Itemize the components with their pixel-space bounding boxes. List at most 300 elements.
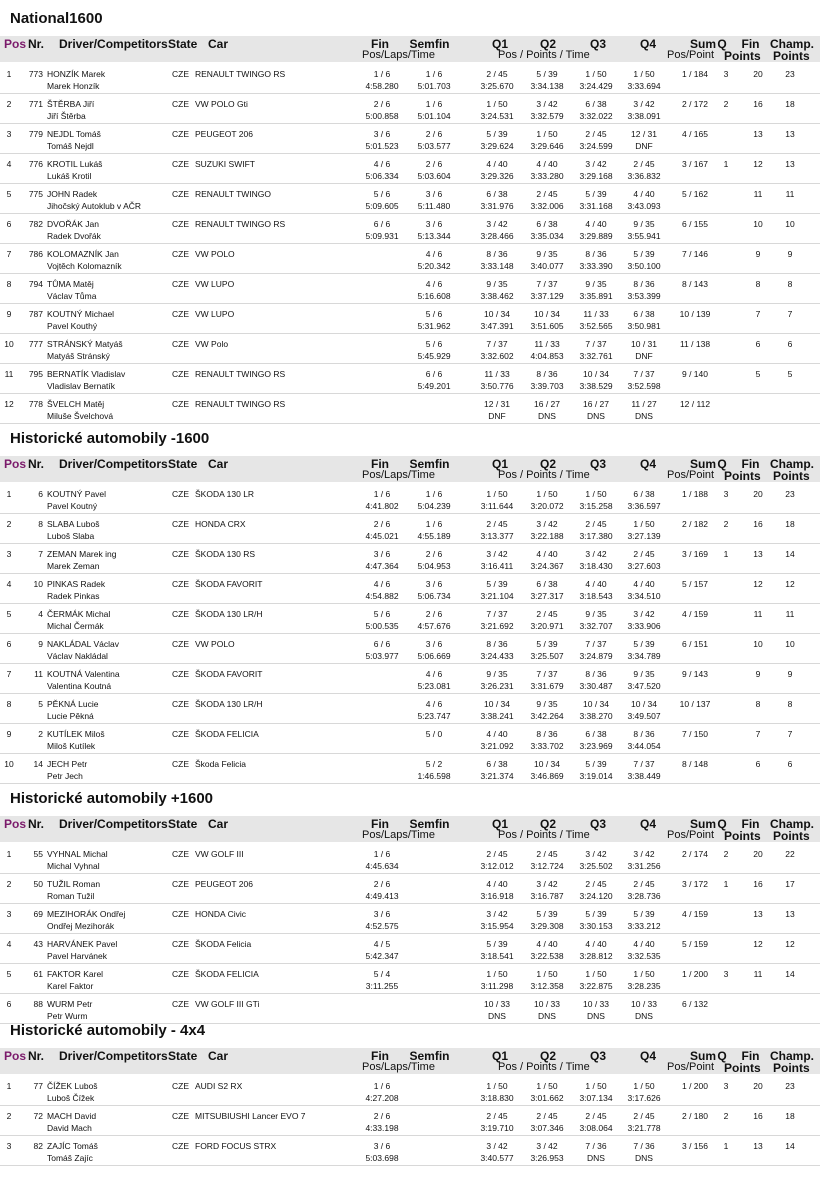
cell-fin-pts: 9: [755, 249, 761, 259]
header-pos-laps-time: Pos/Laps/Time: [362, 1061, 435, 1073]
cell-fin-pts: 20: [753, 849, 763, 859]
cell-q1-time: 3:19.710: [480, 1123, 514, 1133]
cell-q1-time: DNS: [488, 1011, 506, 1021]
table-row: [0, 994, 820, 1024]
cell-semfin-time: 5:49.201: [417, 381, 451, 391]
cell-fin-pts: 10: [753, 219, 763, 229]
cell-champ: 12: [785, 939, 795, 949]
header-car: Car: [208, 1049, 229, 1063]
header-nr: Nr.: [28, 457, 45, 471]
cell-q: 3: [723, 1081, 729, 1091]
cell-state: CZE: [172, 849, 189, 859]
cell-q3: 5 / 39: [585, 189, 607, 199]
cell-fin: 5 / 4: [373, 969, 391, 979]
cell-nr: 61: [33, 969, 43, 979]
header-q: Q: [717, 37, 727, 51]
cell-champ: 9: [787, 669, 793, 679]
cell-q1: 11 / 33: [484, 369, 510, 379]
cell-semfin: 1 / 6: [425, 489, 443, 499]
cell-q1: 1 / 50: [486, 99, 508, 109]
header-car: Car: [208, 457, 229, 471]
cell-q: 1: [723, 879, 729, 889]
cell-fin-time: 4:27.208: [365, 1093, 399, 1103]
cell-car: VW LUPO: [195, 309, 235, 319]
results-section: [0, 10, 820, 421]
table-header: [0, 1048, 820, 1074]
cell-q1: 8 / 36: [486, 639, 508, 649]
cell-q3-time: 3:24.599: [579, 141, 613, 151]
cell-q3-time: 3:07.134: [579, 1093, 613, 1103]
header-q1: Q1: [491, 457, 508, 471]
cell-q2-time: 4:04.853: [530, 351, 564, 361]
cell-q1-time: 3:33.148: [480, 261, 514, 271]
cell-q4: 5 / 39: [633, 249, 655, 259]
cell-champ: 23: [785, 1081, 795, 1091]
cell-co: Petr Jech: [47, 771, 83, 781]
cell-q2-time: 3:26.953: [530, 1153, 564, 1163]
cell-fin: 4 / 5: [373, 939, 391, 949]
cell-car: ŠKODA 130 LR: [195, 489, 255, 499]
cell-fin: 5 / 6: [373, 189, 391, 199]
header-state: State: [168, 37, 198, 51]
cell-fin: 5 / 6: [373, 609, 391, 619]
table-row: [0, 1136, 820, 1166]
cell-state: CZE: [172, 189, 189, 199]
cell-car: RENAULT TWINGO RS: [195, 69, 286, 79]
cell-q1: 10 / 34: [484, 309, 510, 319]
header-pos-points-time: Pos / Points / Time: [498, 49, 590, 61]
cell-state: CZE: [172, 129, 189, 139]
header-q: Q: [717, 817, 727, 831]
cell-q4: 2 / 45: [633, 879, 655, 889]
cell-q3: 16 / 27: [583, 399, 609, 409]
cell-q2-time: 3:35.034: [530, 231, 564, 241]
cell-q3-time: 3:24.429: [579, 81, 613, 91]
cell-champ: 5: [787, 369, 793, 379]
cell-q2-time: 3:20.971: [530, 621, 564, 631]
cell-q4: 4 / 40: [633, 579, 655, 589]
cell-q3-time: 3:35.891: [579, 291, 613, 301]
cell-q3: 3 / 42: [585, 549, 607, 559]
cell-nr: 69: [33, 909, 43, 919]
cell-q1-time: 3:15.954: [480, 921, 514, 931]
cell-car: FORD FOCUS STRX: [195, 1141, 277, 1151]
cell-driver: SLABA Luboš: [47, 519, 100, 529]
cell-q1-time: 3:11.644: [480, 501, 514, 511]
cell-q4-time: DNF: [635, 141, 653, 151]
header-q: Q: [717, 1049, 727, 1063]
cell-q2: 4 / 40: [536, 549, 558, 559]
cell-q2-time: 3:37.129: [530, 291, 564, 301]
cell-driver: PINKAS Radek: [47, 579, 106, 589]
cell-q3: 5 / 39: [585, 759, 607, 769]
results-section: [0, 430, 820, 781]
cell-q2-time: 3:12.358: [530, 981, 564, 991]
header-champ-points: Points: [773, 469, 810, 483]
cell-q2: 7 / 37: [536, 669, 558, 679]
cell-car: ŠKODA FELICIA: [195, 729, 259, 739]
cell-semfin: 4 / 6: [425, 249, 443, 259]
cell-pos: 12: [4, 399, 14, 409]
table-body: [0, 484, 820, 784]
cell-q1-time: 3:38.241: [480, 711, 514, 721]
cell-q1: 4 / 40: [486, 159, 508, 169]
cell-q: 3: [723, 969, 729, 979]
cell-nr: 7: [38, 549, 43, 559]
header-q1: Q1: [491, 1049, 508, 1063]
cell-co: Pavel Kouthý: [47, 321, 98, 331]
table-row: [0, 574, 820, 604]
cell-semfin-time: 5:31.962: [417, 321, 451, 331]
cell-sum: 1 / 200: [682, 1081, 708, 1091]
cell-champ: 9: [787, 249, 793, 259]
section-title: Historické automobily +1600: [10, 790, 213, 807]
cell-q2: 7 / 37: [536, 279, 558, 289]
cell-q1: 9 / 35: [486, 669, 508, 679]
cell-q4-time: 3:55.941: [627, 231, 661, 241]
cell-q3-time: 3:08.064: [579, 1123, 613, 1133]
header-q2: Q2: [539, 457, 556, 471]
cell-q2-time: 3:33.702: [530, 741, 564, 751]
cell-q4-time: 3:38.449: [627, 771, 661, 781]
header-sum: Sum: [689, 1049, 716, 1063]
cell-co: Radek Pinkas: [47, 591, 100, 601]
cell-q2: 3 / 42: [536, 519, 558, 529]
cell-nr: 773: [28, 69, 43, 79]
cell-q4: 4 / 40: [633, 189, 655, 199]
cell-semfin: 1 / 6: [425, 99, 443, 109]
cell-driver: KROTIL Lukáš: [47, 159, 103, 169]
cell-q3: 4 / 40: [585, 939, 607, 949]
header-nr: Nr.: [28, 37, 45, 51]
cell-sum: 6 / 132: [682, 999, 708, 1009]
header-pos: Pos: [4, 817, 27, 831]
header-pos: Pos: [4, 37, 27, 51]
cell-q3: 6 / 38: [585, 729, 607, 739]
cell-q2: 5 / 39: [536, 639, 558, 649]
cell-driver: MEZIHORÁK Ondřej: [47, 909, 126, 919]
cell-q3: 10 / 33: [583, 999, 609, 1009]
cell-q2: 4 / 40: [536, 939, 558, 949]
cell-fin: 2 / 6: [373, 879, 391, 889]
cell-fin-pts: 13: [753, 1141, 763, 1151]
cell-fin-pts: 13: [753, 129, 763, 139]
cell-nr: 50: [33, 879, 43, 889]
cell-state: CZE: [172, 309, 189, 319]
cell-nr: 8: [38, 519, 43, 529]
cell-nr: 11: [34, 669, 43, 679]
cell-state: CZE: [172, 219, 189, 229]
header-points: Points: [724, 1061, 761, 1075]
cell-q: 2: [723, 1111, 729, 1121]
cell-pos: 9: [6, 729, 12, 739]
header-q3: Q3: [589, 457, 606, 471]
cell-champ: 13: [785, 909, 795, 919]
cell-nr: 6: [38, 489, 43, 499]
cell-nr: 795: [28, 369, 43, 379]
cell-sum: 4 / 159: [682, 609, 708, 619]
header-pos-points-time: Pos / Points / Time: [498, 469, 590, 481]
cell-sum: 11 / 138: [679, 339, 711, 349]
cell-champ: 14: [785, 1141, 795, 1151]
cell-car: VW Polo: [195, 339, 229, 349]
cell-q3: 7 / 37: [585, 639, 607, 649]
cell-car: ŠKODA FELICIA: [195, 969, 259, 979]
cell-q2-time: 3:22.538: [530, 951, 564, 961]
table-header: [0, 456, 820, 482]
cell-q3: 2 / 45: [585, 1111, 607, 1121]
table-row: [0, 724, 820, 754]
cell-semfin: 1 / 6: [425, 69, 443, 79]
cell-fin-time: 5:03.977: [365, 651, 399, 661]
cell-state: CZE: [172, 399, 189, 409]
cell-fin-time: 5:03.698: [365, 1153, 399, 1163]
cell-sum: 3 / 172: [682, 879, 708, 889]
cell-car: ŠKODA 130 RS: [195, 549, 256, 559]
cell-q3: 11 / 33: [583, 309, 609, 319]
cell-nr: 72: [33, 1111, 43, 1121]
cell-semfin-time: 5:01.104: [417, 111, 451, 121]
cell-q4-time: 3:50.100: [627, 261, 661, 271]
cell-q1-time: 3:29.326: [480, 171, 514, 181]
cell-co: Vojtěch Kolomazník: [47, 261, 122, 271]
cell-semfin: 5 / 2: [425, 759, 443, 769]
table-row: [0, 124, 820, 154]
cell-fin-time: 4:33.198: [365, 1123, 399, 1133]
cell-q: 2: [723, 849, 729, 859]
cell-q4: 9 / 35: [633, 669, 655, 679]
cell-champ: 18: [785, 99, 795, 109]
cell-co: Marek Honzík: [47, 81, 100, 91]
cell-semfin-time: 5:04.953: [417, 561, 451, 571]
header-champ: Champ.: [770, 37, 815, 51]
cell-q4-time: DNF: [635, 351, 653, 361]
cell-state: CZE: [172, 609, 189, 619]
cell-champ: 8: [787, 699, 793, 709]
cell-pos: 2: [6, 1111, 12, 1121]
cell-fin-time: 5:00.858: [365, 111, 399, 121]
cell-q1-time: 3:21.374: [480, 771, 514, 781]
cell-driver: KOUTNÝ Michael: [47, 309, 115, 319]
table-row: [0, 184, 820, 214]
cell-sum: 9 / 143: [682, 669, 708, 679]
cell-co: Pavel Koutný: [47, 501, 98, 511]
table-row: [0, 604, 820, 634]
cell-sum: 5 / 157: [682, 579, 708, 589]
cell-q2: 3 / 42: [536, 1141, 558, 1151]
cell-co: Valentina Koutná: [47, 681, 112, 691]
cell-co: Lucie Pěkná: [47, 711, 94, 721]
cell-q3: 1 / 50: [585, 69, 607, 79]
cell-co: Michal Čermák: [47, 621, 104, 631]
cell-semfin-time: 4:55.189: [417, 531, 451, 541]
cell-semfin-time: 5:23.081: [417, 681, 451, 691]
cell-driver: BERNATÍK Vladislav: [47, 369, 126, 379]
header-state: State: [168, 1049, 198, 1063]
cell-champ: 6: [787, 339, 793, 349]
header-q: Q: [717, 457, 727, 471]
header-points: Points: [724, 49, 761, 63]
cell-driver: ČERMÁK Michal: [47, 609, 111, 619]
cell-fin-pts: 12: [753, 159, 763, 169]
cell-champ: 11: [785, 189, 795, 199]
cell-driver: TŮMA Matěj: [47, 279, 94, 289]
header-q4: Q4: [639, 37, 656, 51]
table-row: [0, 304, 820, 334]
cell-q3: 1 / 50: [585, 969, 607, 979]
header-pos-point: Pos/Point: [667, 469, 715, 481]
cell-q1: 10 / 33: [484, 999, 510, 1009]
cell-co: Petr Wurm: [47, 1011, 88, 1021]
cell-q1-time: 3:26.231: [480, 681, 514, 691]
cell-q2-time: 3:25.507: [530, 651, 564, 661]
cell-fin-time: 5:00.535: [365, 621, 399, 631]
table-row: [0, 634, 820, 664]
cell-car: PEUGEOT 206: [195, 129, 253, 139]
cell-nr: 5: [38, 699, 43, 709]
cell-state: CZE: [172, 339, 189, 349]
cell-champ: 13: [785, 159, 795, 169]
cell-fin: 2 / 6: [373, 99, 391, 109]
table-body: [0, 1076, 820, 1166]
cell-fin-time: 5:09.605: [365, 201, 399, 211]
cell-q4-time: 3:43.093: [627, 201, 661, 211]
cell-pos: 1: [6, 849, 12, 859]
header-q4: Q4: [639, 817, 656, 831]
cell-fin: 3 / 6: [373, 1141, 391, 1151]
cell-q3-time: 3:15.258: [579, 501, 613, 511]
section-title: Historické automobily -1600: [10, 430, 210, 447]
header-champ: Champ.: [770, 457, 815, 471]
cell-champ: 7: [787, 309, 793, 319]
cell-sum: 10 / 139: [679, 309, 711, 319]
cell-state: CZE: [172, 489, 189, 499]
cell-semfin-time: 5:03.604: [417, 171, 451, 181]
cell-nr: 2: [38, 729, 43, 739]
header-champ-points: Points: [773, 829, 810, 843]
cell-fin-time: 4:58.280: [365, 81, 399, 91]
header-semfin: Semfin: [409, 817, 450, 831]
cell-state: CZE: [172, 279, 189, 289]
cell-q2-time: 3:46.869: [530, 771, 564, 781]
cell-q4: 4 / 40: [633, 939, 655, 949]
cell-q2-time: 3:29.646: [530, 141, 564, 151]
cell-q3: 7 / 37: [585, 339, 607, 349]
cell-q3-time: 3:32.707: [579, 621, 613, 631]
cell-sum: 12 / 112: [679, 399, 711, 409]
cell-nr: 4: [38, 609, 43, 619]
cell-car: ŠKODA Felicia: [195, 939, 252, 949]
cell-fin: 1 / 6: [373, 849, 391, 859]
table-header: [0, 816, 820, 842]
cell-pos: 1: [6, 489, 12, 499]
header-driver: Driver/Competitors: [59, 817, 168, 831]
cell-q3-time: 3:22.875: [579, 981, 613, 991]
cell-fin-pts: 20: [753, 1081, 763, 1091]
results-section: [0, 790, 820, 1021]
cell-sum: 5 / 159: [682, 939, 708, 949]
cell-state: CZE: [172, 879, 189, 889]
cell-car: ŠKODA 130 LR/H: [195, 609, 263, 619]
cell-state: CZE: [172, 1111, 189, 1121]
cell-q1: 7 / 37: [486, 339, 508, 349]
cell-co: Karel Faktor: [47, 981, 94, 991]
cell-q1-time: 3:13.377: [480, 531, 514, 541]
table-row: [0, 904, 820, 934]
cell-nr: 88: [33, 999, 43, 1009]
cell-q4: 6 / 38: [633, 309, 655, 319]
cell-q4-time: 3:27.603: [627, 561, 661, 571]
table-row: [0, 1106, 820, 1136]
cell-q1: 2 / 45: [486, 69, 508, 79]
cell-car: VW POLO: [195, 639, 235, 649]
cell-q2: 6 / 38: [536, 579, 558, 589]
cell-q3-time: 3:32.022: [579, 111, 613, 121]
cell-fin-pts: 20: [753, 489, 763, 499]
cell-fin-pts: 11: [753, 189, 763, 199]
cell-pos: 1: [6, 1081, 12, 1091]
cell-state: CZE: [172, 639, 189, 649]
cell-q3: 10 / 34: [583, 699, 609, 709]
cell-nr: 771: [28, 99, 43, 109]
cell-q4-time: 3:36.597: [627, 501, 661, 511]
cell-semfin-time: 5:23.747: [417, 711, 451, 721]
cell-state: CZE: [172, 69, 189, 79]
cell-car: VW POLO Gti: [195, 99, 248, 109]
cell-state: CZE: [172, 669, 189, 679]
cell-q4-time: 3:28.736: [627, 891, 661, 901]
cell-q1-time: 3:21.692: [480, 621, 514, 631]
cell-q3-time: 3:33.390: [579, 261, 613, 271]
cell-q2: 1 / 50: [536, 969, 558, 979]
cell-driver: JECH Petr: [47, 759, 88, 769]
cell-q: 2: [723, 519, 729, 529]
cell-pos: 8: [6, 699, 12, 709]
cell-car: PEUGEOT 206: [195, 879, 253, 889]
cell-q3-time: 3:17.380: [579, 531, 613, 541]
header-pos-laps-time: Pos/Laps/Time: [362, 469, 435, 481]
cell-q2: 10 / 34: [534, 759, 560, 769]
header-fin2: Fin: [741, 817, 760, 831]
cell-champ: 7: [787, 729, 793, 739]
cell-sum: 2 / 180: [682, 1111, 708, 1121]
header-champ-points: Points: [773, 49, 810, 63]
cell-driver: STRÁNSKÝ Matyáš: [47, 339, 123, 349]
cell-sum: 7 / 150: [682, 729, 708, 739]
cell-q1: 5 / 39: [486, 579, 508, 589]
cell-fin-pts: 7: [755, 729, 761, 739]
cell-semfin-time: 5:16.608: [417, 291, 451, 301]
cell-q3: 4 / 40: [585, 579, 607, 589]
cell-q: 1: [723, 549, 729, 559]
cell-q1: 8 / 36: [486, 249, 508, 259]
cell-driver: ZEMAN Marek ing: [47, 549, 117, 559]
cell-pos: 11: [4, 369, 14, 379]
cell-q1: 5 / 39: [486, 129, 508, 139]
header-fin: Fin: [371, 1049, 389, 1063]
cell-fin-pts: 8: [755, 279, 761, 289]
cell-car: HONDA Civic: [195, 909, 247, 919]
cell-q1-time: DNF: [488, 411, 506, 421]
header-pos-point: Pos/Point: [667, 1061, 715, 1073]
cell-semfin: 5 / 0: [425, 729, 443, 739]
cell-q2: 5 / 39: [536, 909, 558, 919]
cell-driver: NAKLÁDAL Václav: [47, 639, 119, 649]
cell-car: ŠKODA FAVORIT: [195, 579, 263, 589]
cell-pos: 6: [6, 999, 12, 1009]
cell-semfin-time: 5:45.929: [417, 351, 451, 361]
cell-q2: 8 / 36: [536, 369, 558, 379]
